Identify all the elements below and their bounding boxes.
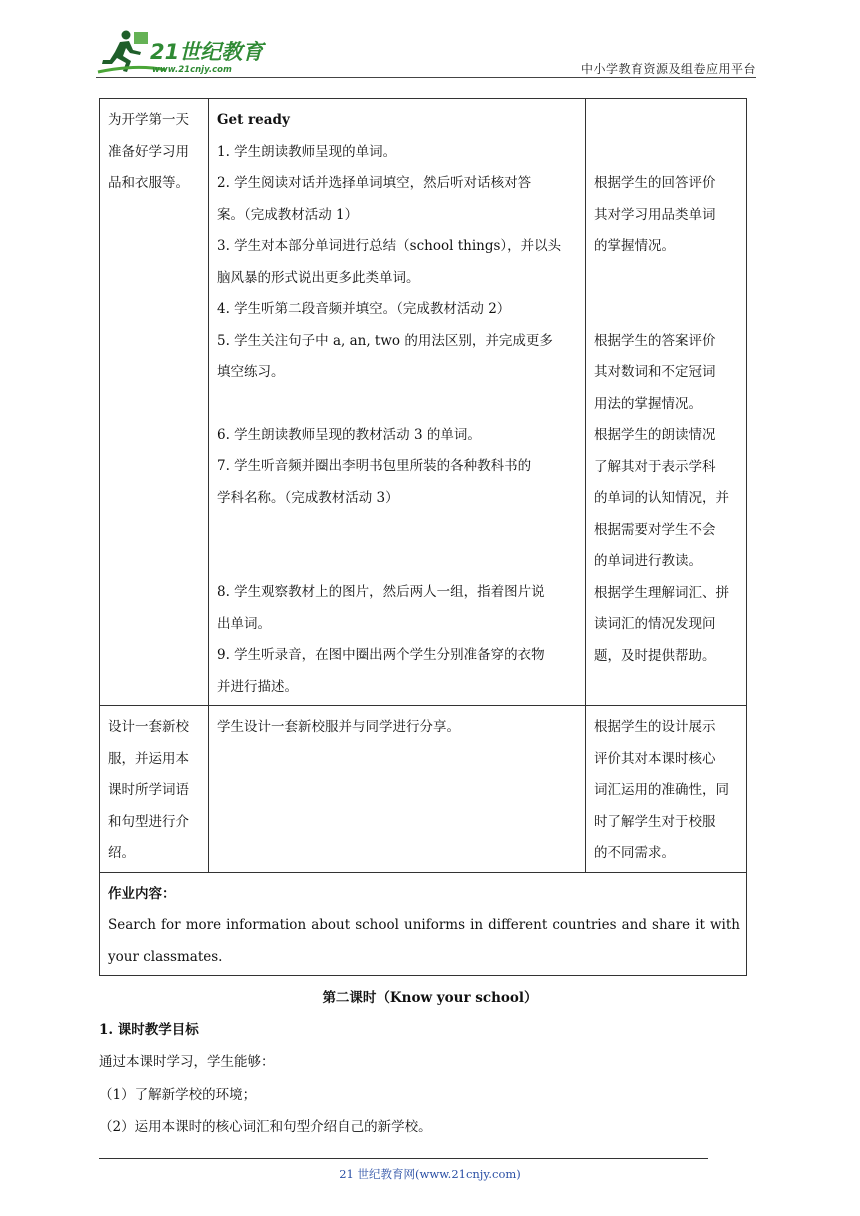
evaluation-line: 的掌握情况。 — [594, 238, 675, 254]
spacer — [594, 105, 739, 168]
goal-cell — [100, 99, 209, 706]
logo-url: www.21cnjy.com — [152, 65, 232, 75]
activity-item: 2. 学生阅读对话并选择单词填空，然后听对话核对答 — [217, 175, 532, 191]
evaluation-line: 根据学生的答案评价 — [594, 332, 716, 349]
footer-link[interactable]: 21 世纪教育网(www.21cnjy.com) — [339, 1167, 521, 1181]
platform-name: 中小学教育资源及组卷应用平台 — [580, 62, 756, 76]
goal-line: 设计一套新校 — [108, 719, 189, 735]
evaluation-line: 根据需要对学生不会 — [594, 521, 716, 538]
goal-line: 绍。 — [108, 845, 135, 861]
evaluation-line: 根据学生的朗读情况 — [594, 427, 716, 443]
evaluation-line: 了解其对于表示学科 — [594, 458, 716, 475]
activity-item: 8. 学生观察教材上的图片，然后两人一组，指着图片说 — [217, 584, 545, 600]
evaluation-line: 读词汇的情况发现问 — [594, 616, 716, 632]
table-row — [100, 706, 747, 873]
activity-item: 5. 学生关注句子中 a, an, two 的用法区别，并完成更多 — [217, 332, 553, 349]
evaluation-line: 用法的掌握情况。 — [594, 395, 702, 412]
goal-line: 品和衣服等。 — [108, 175, 189, 191]
table-row — [100, 872, 747, 976]
evaluation-line: 其对学习用品类单词 — [594, 206, 716, 223]
evaluation-line: 根据学生的回答评价 — [594, 175, 716, 191]
goal-line: 准备好学习用 — [108, 143, 189, 160]
evaluation-line: 的单词进行教读。 — [594, 553, 702, 569]
goal-item: （1）了解新学校的环境； — [99, 1087, 257, 1103]
activity-item: 案。（完成教材活动 1） — [217, 206, 359, 223]
activity-item: 脑风暴的形式说出更多此类单词。 — [217, 269, 420, 286]
activity-item: 并进行描述。 — [217, 678, 298, 695]
spacer — [594, 263, 739, 326]
activity-item: 1. 学生朗读教师呈现的单词。 — [217, 143, 397, 160]
footer-divider — [99, 1158, 708, 1159]
logo — [96, 28, 266, 78]
goal-line: 服，并运用本 — [108, 750, 189, 767]
activity-cell — [209, 99, 586, 706]
goal-item: （2）运用本课时的核心词汇和句型介绍自己的新学校。 — [99, 1119, 432, 1135]
activity-item: 6. 学生朗读教师呈现的教材活动 3 的单词。 — [217, 426, 481, 443]
evaluation-line: 时了解学生对于校服 — [594, 813, 716, 830]
logo-text: 21世纪教育 — [150, 40, 264, 64]
homework-cell — [100, 872, 747, 976]
homework-text: Search for more information about school uniforms in different countries and share it with your classmates. — [108, 917, 740, 965]
goal-line: 为开学第一天 — [108, 112, 189, 128]
activity-cell — [209, 706, 586, 873]
goal-cell — [100, 706, 209, 873]
activity-item: 4. 学生听第二段音频并填空。（完成教材活动 2） — [217, 301, 511, 317]
evaluation-line: 的单词的认知情况，并 — [594, 490, 729, 506]
spacer — [217, 514, 578, 577]
evaluation-line: 题，及时提供帮助。 — [594, 647, 716, 664]
paragraph: 通过本课时学习，学生能够： — [99, 1054, 275, 1070]
evaluation-line: 评价其对本课时核心 — [594, 750, 716, 767]
homework-label: 作业内容： — [108, 885, 176, 902]
table-row — [100, 99, 747, 706]
activity-item: 7. 学生听音频并圈出李明书包里所装的各种教科书的 — [217, 458, 532, 474]
header-divider — [96, 77, 756, 78]
lesson-plan-table — [99, 98, 747, 976]
activity-item: 3. 学生对本部分单词进行总结（school things），并以头 — [217, 238, 562, 254]
evaluation-line: 的不同需求。 — [594, 845, 675, 861]
activity-item: 学生设计一套新校服并与同学进行分享。 — [217, 719, 460, 735]
activity-item: 出单词。 — [217, 615, 271, 632]
evaluation-line: 根据学生理解词汇、拼 — [594, 584, 729, 601]
activity-title: Get ready — [217, 112, 290, 128]
lesson-title: 第二课时（Know your school） — [322, 990, 538, 1006]
evaluation-cell — [586, 706, 747, 873]
section-heading: 1. 课时教学目标 — [99, 1022, 199, 1038]
evaluation-line: 词汇运用的准确性，同 — [594, 782, 729, 798]
evaluation-cell — [586, 99, 747, 706]
goal-line: 课时所学词语 — [108, 782, 189, 798]
evaluation-line: 其对数词和不定冠词 — [594, 364, 716, 380]
evaluation-line: 根据学生的设计展示 — [594, 719, 716, 735]
activity-item: 学科名称。（完成教材活动 3） — [217, 489, 399, 506]
activity-item: 9. 学生听录音，在图中圈出两个学生分别准备穿的衣物 — [217, 647, 545, 663]
goal-line: 和句型进行介 — [108, 813, 189, 830]
spacer — [217, 389, 578, 420]
activity-item: 填空练习。 — [217, 364, 285, 380]
